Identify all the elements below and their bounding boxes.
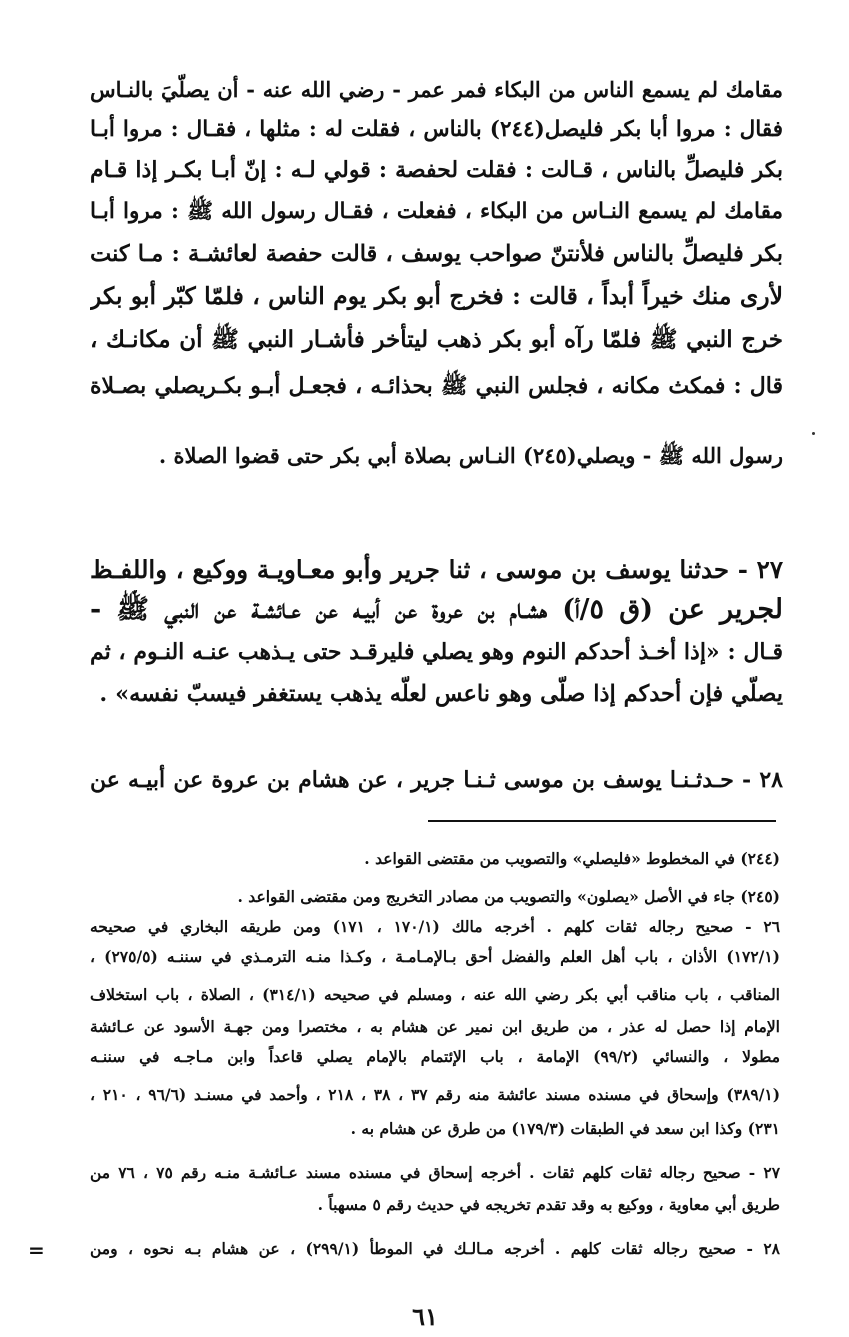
hadith-28-line: ٢٨ - حـدثـنـا يوسف بن موسى ثـنـا جرير ، عن هشام بن عروة عن أبيـه عن (90, 767, 783, 793)
hadith-27-line: قـال : «إذا أخـذ أحدكم النوم وهو يصلي فليرقـد حتى يـذهب عنـه النـوم ، ثم (90, 639, 783, 665)
takhrij-26-line: ٢٣١) وكذا ابن سعد في الطبقات (١٧٩/٣) من طرق عن هشام به . (350, 1119, 780, 1138)
body-line: رسول الله ﷺ - ويصلي(٢٤٥) النـاس بصلاة أبي بكر حتى قضوا الصلاة . (158, 443, 783, 468)
takhrij-27-line: طريق أبي معاوية ، ووكيع به وقد تقدم تخريجه في حديث رقم ٥ مسهباً . (317, 1195, 780, 1214)
body-line: لأرى منك خيراً أبداً ، قالت : فخرج أبو بكر يوم الناس ، فلمّا كبّر أبو بكر (90, 282, 783, 310)
body-line: قال : فمكث مكانه ، فجلس النبي ﷺ بحذائـه ، فجعـل أبـو بكـريصلي بصـلاة (90, 373, 783, 399)
takhrij-26-line: مطولا ، والنسائي (٩٩/٢) الإمامة ، باب الإئتمام بالإمام يصلي قاعداً وابن مـاجـه في سننـه (90, 1047, 780, 1066)
footnote-separator (428, 820, 776, 822)
continuation-mark: = (28, 1238, 45, 1262)
footnote-244: (٢٤٤) في المخطوط «فليصلي» والتصويب من مقتضى القواعد . (364, 849, 780, 868)
takhrij-26-line: الإمام إذا حصل له عذر ، من طريق ابن نمير عن هشام به ، مختصرا ومن جهـة الأسود عن عـائشة (90, 1017, 780, 1036)
print-speck (812, 432, 815, 435)
body-line: بكر فليصلِّ بالناس فلأنتنّ صواحب يوسف ، قالت حفصة لعائشـة : مـا كنت (90, 241, 783, 267)
body-line: مقامك لم يسمع الناس من البكاء فمر عمر - رضي الله عنه - أن يصلّيَ بالنـاس (90, 77, 783, 102)
body-line: مقامك لم يسمع النـاس من البكاء ، ففعلت ، فقـال رسول الله ﷺ : مروا أبـا (90, 199, 783, 224)
footnote-245: (٢٤٥) جاء في الأصل «يصلون» والتصويب من مصادر التخريج ومن مقتضى القواعد . (237, 887, 780, 906)
page-number: ٦١ (412, 1302, 438, 1331)
body-line: بكر فليصلِّ بالناس ، قـالت : فقلت لحفصة : قولي لـه : إنّ أبـا بكـر إذا قـام (90, 157, 783, 183)
hadith-27-line: لجرير عن (ق ٥/أ) هشـام بن عروة عن أبيـه عن عـائشـة عن النبي ﷺ - (90, 594, 783, 625)
body-line: خرج النبي ﷺ فلمّا رآه أبو بكر ذهب ليتأخر فأشـار النبي ﷺ أن مكانـك ، (90, 326, 783, 353)
body-line: فقال : مروا أبا بكر فليصل(٢٤٤) بالناس ، فقلت له : مثلها ، فقـال : مروا أبـا (90, 117, 783, 142)
takhrij-26-line: (٣٨٩/١) وإسحاق في مسنده مسند عائشة منه رقم ٣٧ ، ٣٨ ، ٢١٨ ، وأحمد في مسنـد (٩٦/٦ ، ٢١٠ ، (90, 1085, 780, 1104)
hadith-27-line: ٢٧ - حدثنا يوسف بن موسى ، ثنا جرير وأبو معـاويـة ووكيع ، واللفـظ (90, 555, 783, 584)
takhrij-27-line: ٢٧ - صحيح رجاله ثقات كلهم ثقات . أخرجه إسحاق في مسنده مسند عـائشـة منـه رقم ٧٥ ، ٧٦ من (90, 1163, 780, 1182)
hadith-27-line: يصلّي فإن أحدكم إذا صلّى وهو ناعس لعلّه يذهب يستغفر فيسبّ نفسه» . (99, 681, 783, 707)
takhrij-26-line: المناقب ، باب مناقب أبي بكر رضي الله عنه ، ومسلم في صحيحه (٣١٤/١) ، الصلاة ، باب استخلاف (90, 985, 780, 1004)
takhrij-26-line: (١٧٢/١) الأذان ، باب أهل العلم والفضل أحق بـالإمـامـة ، وكـذا منـه الترمـذي في سننـه (٢٧٥/٥) ، (90, 947, 780, 966)
takhrij-28-line: ٢٨ - صحيح رجاله ثقات كلهم . أخرجه مـالـك في الموطأ (٢٩٩/١) ، عن هشام بـه نحوه ، ومن (90, 1239, 780, 1258)
takhrij-26-line: ٢٦ - صحيح رجاله ثقات كلهم . أخرجه مالك (١٧٠/١ ، ١٧١) ومن طريقه البخاري في صحيحه (90, 917, 780, 936)
